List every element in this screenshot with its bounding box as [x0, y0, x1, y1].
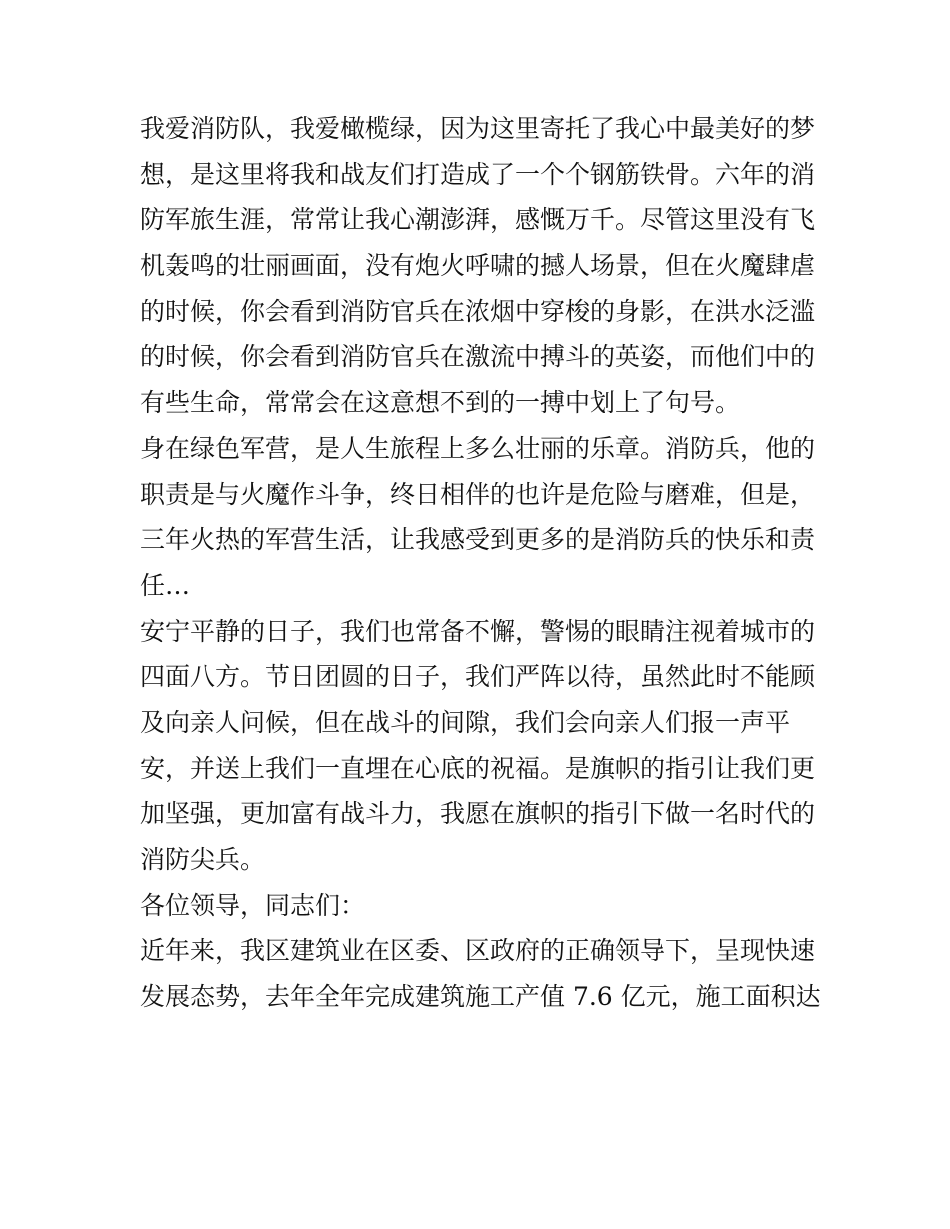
text-line: 及向亲人问候，但在战斗的间隙，我们会向亲人们报一声平	[140, 707, 791, 737]
text-line: 的时候，你会看到消防官兵在激流中搏斗的英姿，而他们中的	[140, 342, 816, 372]
text-line: 消防尖兵。	[140, 845, 266, 874]
text-line: 的时候，你会看到消防官兵在浓烟中穿梭的身影，在洪水泛滥	[140, 296, 816, 326]
text-line: 安宁平静的日子，我们也常备不懈，警惕的眼睛注视着城市的	[140, 616, 816, 646]
text-line: 机轰鸣的壮丽画面，没有炮火呼啸的撼人场景，但在火魔肆虐	[140, 251, 816, 281]
text-line: 安，并送上我们一直埋在心底的祝福。是旗帜的指引让我们更	[140, 753, 816, 783]
text-line: 任…	[140, 570, 191, 600]
text-line: 各位领导，同志们：	[140, 890, 366, 920]
document-body	[140, 106, 821, 1020]
text-line: 近年来，我区建筑业在区委、区政府的正确领导下，呈现快速	[140, 936, 816, 966]
text-line: 有些生命，常常会在这意想不到的一搏中划上了句号。	[140, 388, 741, 418]
text-line: 四面八方。节日团圆的日子，我们严阵以待，虽然此时不能顾	[140, 662, 816, 692]
text-line: 三年火热的军营生活，让我感受到更多的是消防兵的快乐和责	[140, 525, 816, 555]
text-line: 想，是这里将我和战友们打造成了一个个钢筋铁骨。六年的消	[140, 159, 816, 189]
text-line: 身在绿色军营，是人生旅程上多么壮丽的乐章。消防兵，他的	[140, 433, 816, 463]
text-line: 防军旅生涯，常常让我心潮澎湃，感慨万千。尽管这里没有飞	[140, 205, 816, 235]
text-line: 发展态势，去年全年完成建筑施工产值 7.6 亿元，施工面积达	[140, 982, 821, 1012]
text-line: 职责是与火魔作斗争，终日相伴的也许是危险与磨难，但是，	[140, 479, 816, 509]
text-line: 我爱消防队，我爱橄榄绿，因为这里寄托了我心中最美好的梦	[140, 114, 816, 143]
text-line: 加坚强，更加富有战斗力，我愿在旗帜的指引下做一名时代的	[140, 799, 816, 829]
